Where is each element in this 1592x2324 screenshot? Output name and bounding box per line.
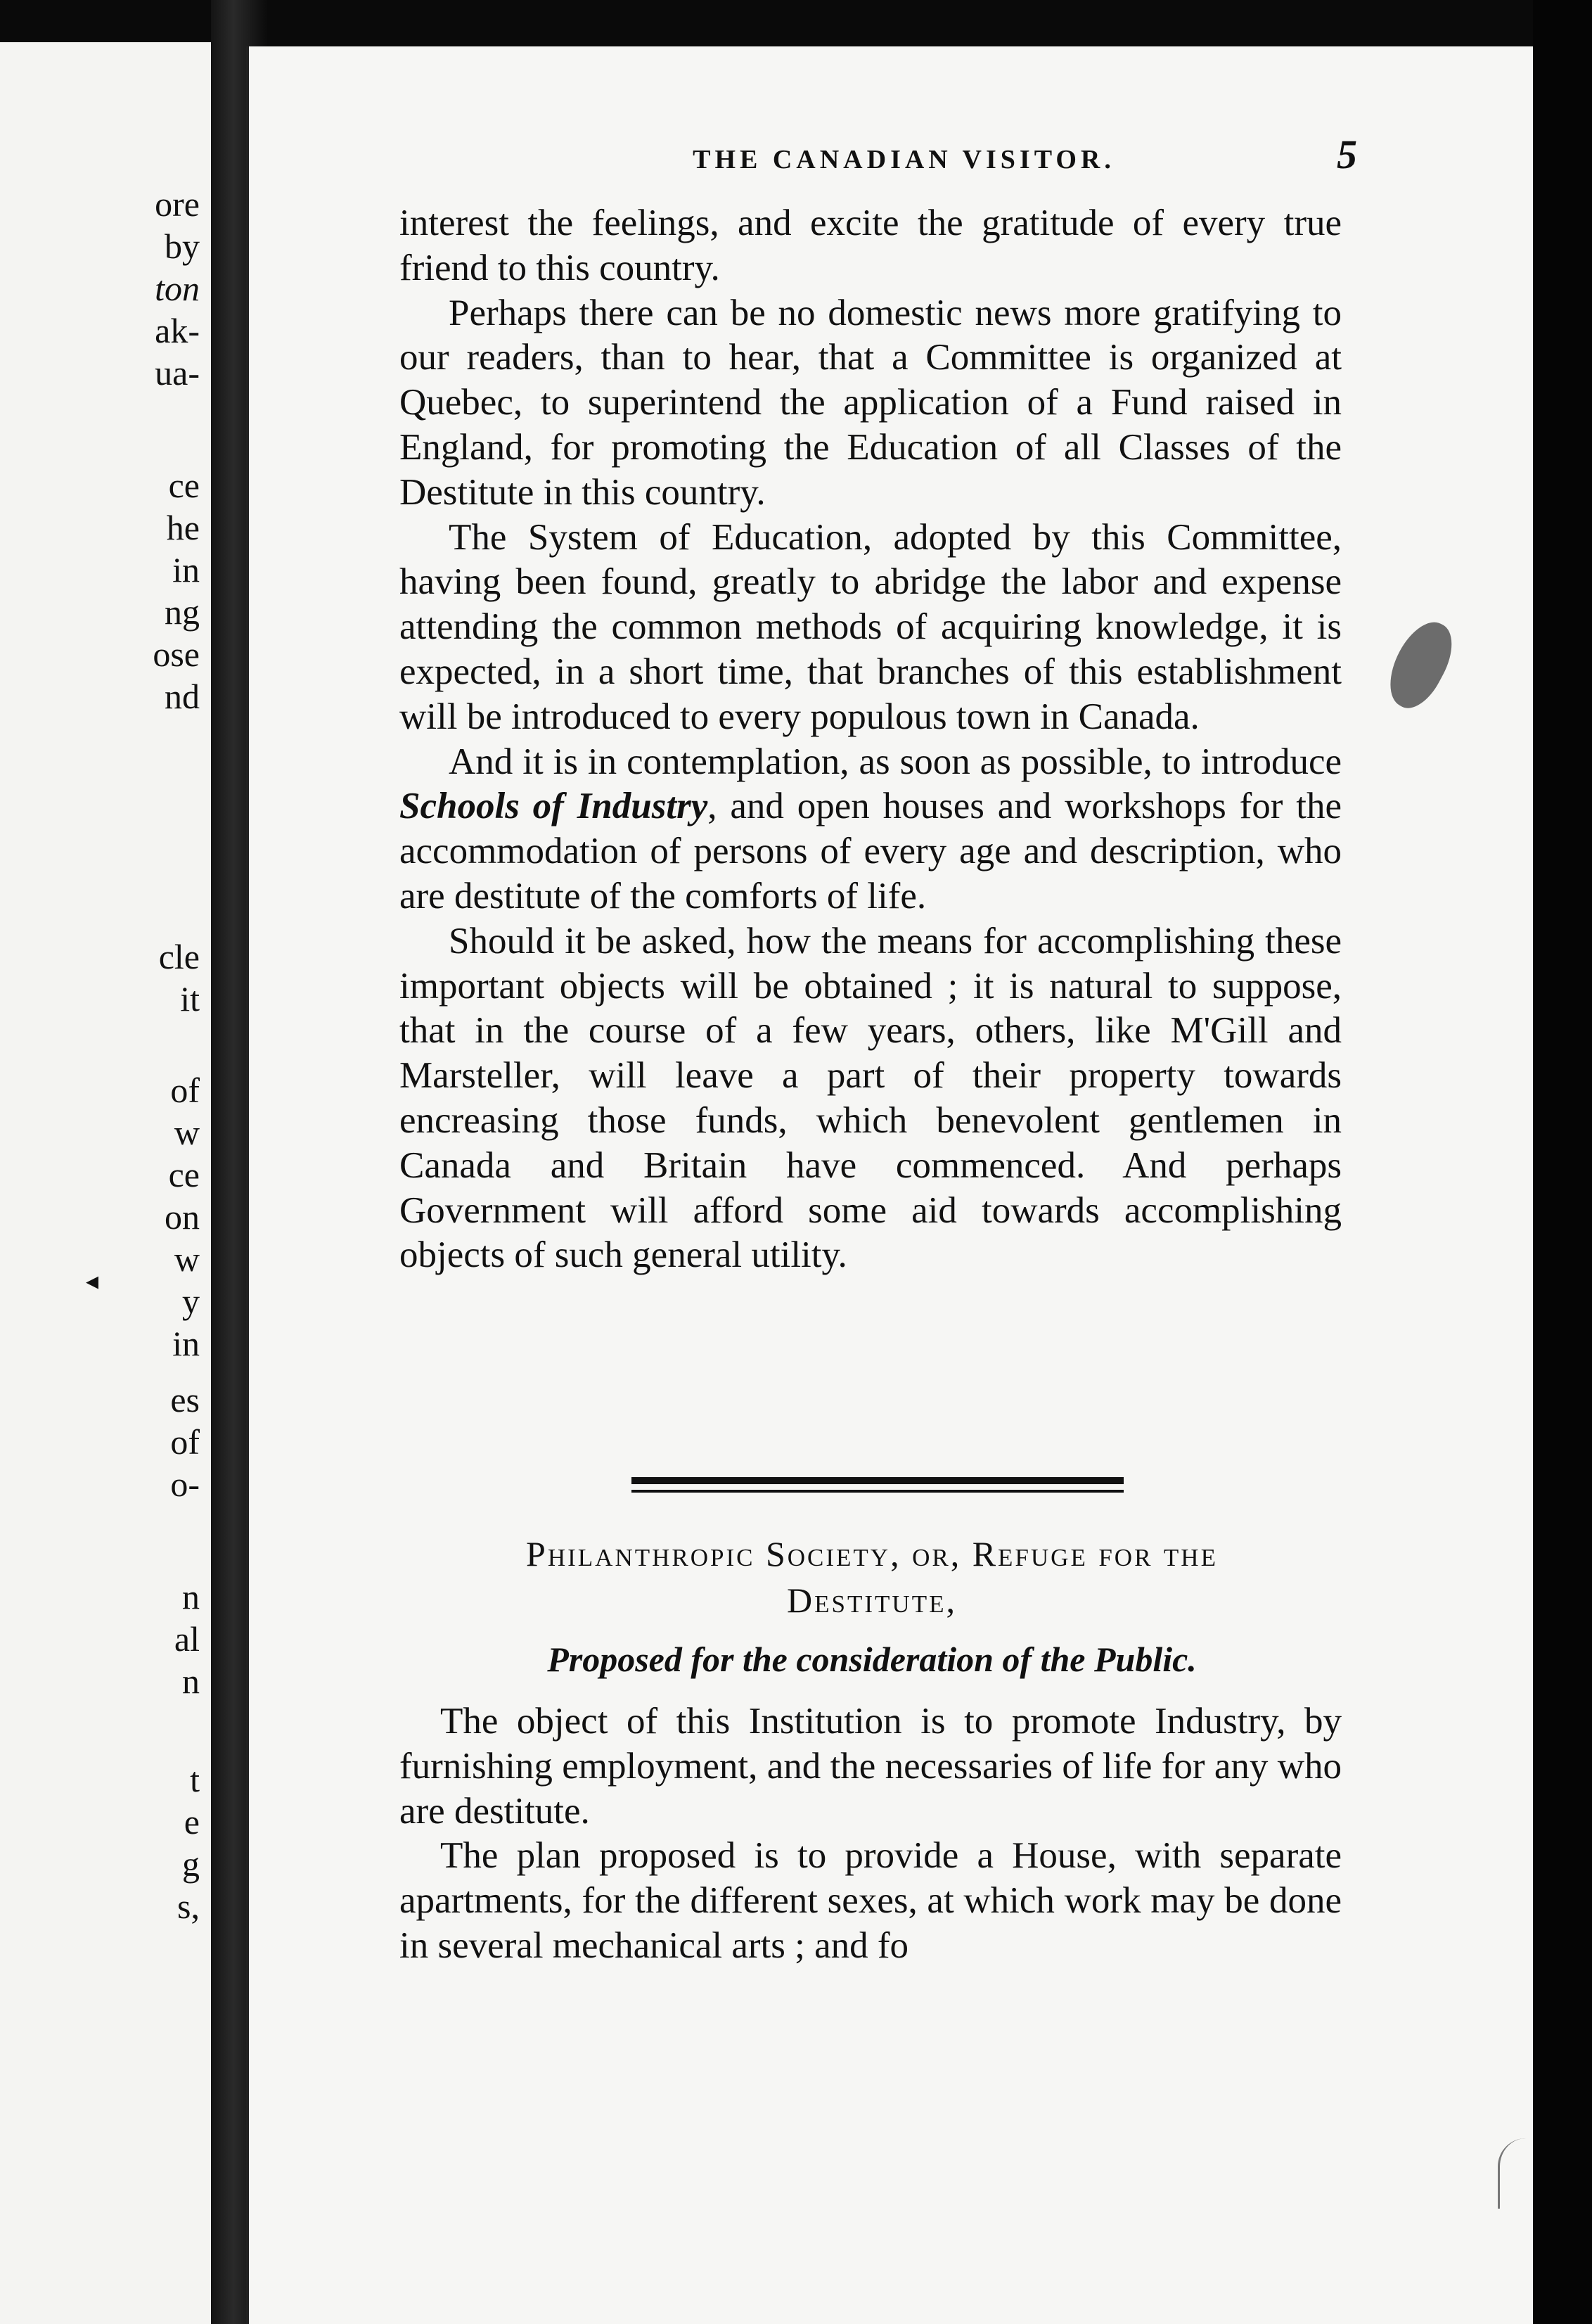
margin-mark: ◂ [86,1267,99,1295]
divider-thick-line [631,1477,1124,1484]
previous-page-line-fragment: on [165,1197,200,1237]
previous-page-line-fragment: cle [158,937,200,976]
paragraph: The object of this Institution is to promote Industry, by furnishing employment, and the necessaries of life for any who are destitute. [399,1701,1342,1832]
previous-page-line-fragment: s, [177,1886,200,1926]
paragraph: The plan proposed is to provide a House, with separate apartments, for the different sexes, at which work may be done in several mechanical arts ; and fo [399,1835,1342,1966]
previous-page-line-fragment: e [184,1802,200,1841]
previous-page-line-fragment: n [182,1661,200,1701]
previous-page-line-fragment: n [182,1577,200,1616]
section-title [394,1531,1350,1623]
body-text [399,201,1342,1278]
previous-page-line-fragment: ua- [155,353,200,392]
page-corner-curl [1498,2138,1535,2209]
previous-page-line-fragment: of [170,1422,200,1462]
paragraph: Should it be asked, how the means for accomplishing these important objects will be obtained ; it is natural to suppose, that in the course of a few years, others, like M'Gill and Marsteller, will leave a part of their property towards encreasing those funds, which benevolent gentlemen in Canada and Britain have commenced. And perhaps Government will afford some aid towards accomplishing objects of such general utility. [399,920,1342,1276]
previous-page-line-fragment: w [174,1113,200,1152]
paragraph-text: And it is in contemplation, as soon as possible, to introduce [449,741,1342,782]
divider-thin-line [631,1490,1124,1493]
previous-page-line-fragment: in [172,1324,200,1363]
previous-page-line-fragment: ose [153,634,200,674]
page-number: 5 [1337,132,1357,177]
previous-page-line-fragment: y [182,1282,200,1321]
previous-page [0,42,211,2324]
paragraph [399,740,1342,919]
paragraph: The System of Education, adopted by this Committee, having been found, greatly to abridge the labor and expense attending the common methods of acquiring knowledge, it is expected, in a short time, that branches of this establishment will be introduced to every populous town in Canada. [399,516,1342,737]
paragraph: Perhaps there can be no domestic news more gratifying to our readers, than to hear, that a Committee is organized at Quebec, to superintend the application of a Fund raised in England, for promoting the Education of all Classes of the Destitute in this country. [399,292,1342,513]
previous-page-line-fragment: ak- [155,311,200,350]
section-divider [631,1477,1124,1495]
previous-page-line-fragment: it [180,979,200,1019]
scan-border [1533,0,1592,2324]
previous-page-line-fragment: nd [165,677,200,716]
previous-page-line-fragment: g [182,1844,200,1884]
emphasis-text: Schools of Industry [399,786,708,827]
paragraph: interest the feelings, and excite the gratitude of every true friend to this country. [399,203,1342,288]
previous-page-line-fragment: o- [170,1464,200,1504]
previous-page-fragments [0,42,211,2324]
previous-page-line-fragment: w [174,1239,200,1279]
previous-page-line-fragment: ton [155,269,200,308]
running-title: THE CANADIAN VISITOR. [693,145,1115,174]
section-title-line: Destitute, [787,1581,957,1620]
previous-page-line-fragment: ng [165,592,200,632]
previous-page-line-fragment: es [170,1380,200,1419]
previous-page-line-fragment: of [170,1071,200,1110]
section-title-line: Philanthropic Society, or, Refuge for the [526,1534,1218,1573]
previous-page-line-fragment: in [172,550,200,589]
section-body-text [399,1699,1342,1969]
previous-page-line-fragment: ore [155,184,200,224]
paragraph-text: , and open houses and workshops for the accommodation of persons of every age and description, who are destitute of the comforts of life. [399,786,1342,917]
previous-page-line-fragment: al [174,1619,200,1659]
previous-page-line-fragment: he [166,508,200,547]
previous-page-line-fragment: ce [168,1155,200,1194]
running-head [387,131,1357,178]
section-subtitle: Proposed for the consideration of the Public. [547,1640,1197,1679]
previous-page-line-fragment: by [165,226,200,266]
previous-page-line-fragment: t [190,1760,200,1799]
previous-page-line-fragment: ce [168,466,200,505]
